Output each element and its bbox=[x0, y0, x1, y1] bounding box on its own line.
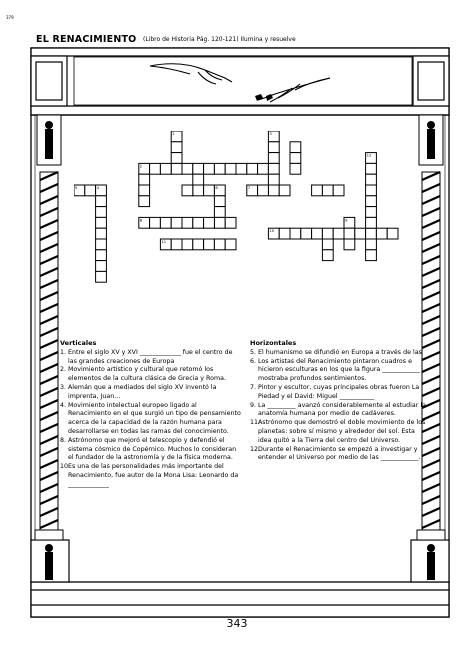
crossword-cell[interactable] bbox=[258, 163, 269, 174]
crossword-cell[interactable] bbox=[290, 153, 301, 164]
crossword-cell[interactable] bbox=[322, 185, 333, 196]
clue-text: El humanismo se difundió en Europa a través de las bbox=[258, 348, 422, 356]
crossword-cell[interactable] bbox=[193, 185, 204, 196]
crossword-cell[interactable] bbox=[322, 239, 333, 250]
page-subtitle: (Libro de Historia Pág. 120-121) Ilumina y resuelve bbox=[143, 36, 296, 43]
page-number: 343 bbox=[226, 617, 248, 630]
crossword-cell[interactable] bbox=[150, 163, 161, 174]
clue-number: 9. bbox=[250, 401, 257, 409]
crossword-cell[interactable] bbox=[214, 239, 225, 250]
crossword-cell[interactable] bbox=[160, 163, 171, 174]
clue-item bbox=[250, 358, 430, 384]
crossword-cell[interactable] bbox=[214, 207, 225, 218]
clue-item bbox=[250, 349, 430, 358]
cell-number: 12 bbox=[366, 152, 372, 158]
clue-number: 7. bbox=[250, 383, 257, 391]
crossword-cell[interactable] bbox=[290, 163, 301, 174]
cell-number: 5 bbox=[75, 185, 78, 190]
crossword-cell[interactable] bbox=[366, 174, 377, 185]
cell-number: 6 bbox=[215, 185, 218, 190]
crossword-cell[interactable] bbox=[204, 185, 215, 196]
crossword-cell[interactable] bbox=[344, 228, 355, 239]
crossword-cell[interactable] bbox=[268, 163, 279, 174]
crossword-cell[interactable] bbox=[258, 185, 269, 196]
crossword-cell[interactable] bbox=[182, 239, 193, 250]
clue-item bbox=[60, 402, 241, 437]
clue-text: Alemán que a mediados del siglo XV inventó la imprenta, Juan... bbox=[68, 383, 217, 400]
crossword-cell[interactable] bbox=[160, 217, 171, 228]
crossword-cell[interactable] bbox=[96, 217, 107, 228]
clue-text: Astrónomo que demostró el doble movimiento de los planetas: sobre sí mismo y alrededor del sol. Esta idea quitó a la Tierra del centro del Universo. bbox=[258, 419, 426, 444]
cell-number: 1 bbox=[172, 131, 175, 136]
crossword-cell[interactable] bbox=[182, 163, 193, 174]
page-title: EL RENACIMIENTO bbox=[36, 34, 137, 45]
crossword-cell[interactable] bbox=[312, 185, 323, 196]
crossword-cell[interactable] bbox=[204, 239, 215, 250]
crossword-cell[interactable] bbox=[85, 185, 96, 196]
clue-item bbox=[60, 463, 241, 489]
clue-item bbox=[250, 446, 430, 464]
clue-text: Durante el Renacimiento se empezó a investigar y entender el Universo por medio de las ____________. bbox=[258, 445, 421, 462]
crossword-cell[interactable] bbox=[268, 153, 279, 164]
crossword-cell[interactable] bbox=[366, 207, 377, 218]
crossword-cell[interactable] bbox=[171, 142, 182, 153]
crossword-cell[interactable] bbox=[182, 217, 193, 228]
crossword-cell[interactable] bbox=[376, 228, 387, 239]
clue-item bbox=[60, 384, 241, 402]
crossword-cell[interactable] bbox=[355, 228, 366, 239]
clue-text: Pintor y escultor, cuyas principales obras fueron La Piedad y el David: Miguel ___________ bbox=[258, 383, 420, 400]
cell-number: 8 bbox=[139, 217, 143, 223]
crossword-cell[interactable] bbox=[312, 228, 323, 239]
clue-text: Astrónomo que mejoró el telescopio y defendió el sistema cósmico de Copérnico. Muchos lo consideran el fundador de la astronomía y de la física moderna. bbox=[68, 436, 237, 462]
horizontales-section bbox=[250, 339, 430, 463]
crossword-cell[interactable] bbox=[333, 228, 344, 239]
crossword-cell[interactable] bbox=[139, 196, 150, 207]
crossword-cell[interactable] bbox=[366, 239, 377, 250]
crossword-cell[interactable] bbox=[204, 163, 215, 174]
crossword-cell[interactable] bbox=[139, 185, 150, 196]
clue-text: Movimiento artístico y cultural que retomó los elementos de la cultura clásica de Grecia y Roma. bbox=[68, 366, 226, 383]
clue-item bbox=[60, 437, 241, 463]
crossword-cell[interactable] bbox=[214, 217, 225, 228]
crossword-cell[interactable] bbox=[366, 250, 377, 261]
clue-number: 6. bbox=[250, 357, 257, 365]
crossword-cell[interactable] bbox=[290, 228, 301, 239]
crossword-cell[interactable] bbox=[96, 207, 107, 218]
crossword-cell[interactable] bbox=[366, 185, 377, 196]
crossword-cell[interactable] bbox=[96, 239, 107, 250]
crossword-cell[interactable] bbox=[279, 185, 290, 196]
crossword-cell[interactable] bbox=[225, 163, 236, 174]
clue-text: Movimiento intelectual europeo ligado al Renacimiento en el que surgió un tipo de pensamiento acerca de la capacidad de la razón humana para desarrollarse en todas las ramas del conocimiento. bbox=[68, 401, 241, 435]
cell-number: 3 bbox=[269, 131, 272, 136]
crossword-cell[interactable] bbox=[322, 228, 333, 239]
clue-item bbox=[60, 349, 241, 367]
crossword-cell[interactable] bbox=[96, 261, 107, 272]
crossword-cell[interactable] bbox=[344, 239, 355, 250]
crossword-cell[interactable] bbox=[171, 239, 182, 250]
clue-number: 5. bbox=[250, 348, 257, 356]
crossword-cell[interactable] bbox=[333, 185, 344, 196]
crossword-cell[interactable] bbox=[193, 174, 204, 185]
crossword-cell[interactable] bbox=[182, 185, 193, 196]
clue-item bbox=[250, 419, 430, 445]
crossword-grid bbox=[74, 131, 414, 341]
crossword-cell[interactable] bbox=[236, 163, 247, 174]
clue-text: Los artistas del Renacimiento pintaron cuadros e hicieron esculturas en los que la figura ____________ mostraba profundos sentimientos. bbox=[258, 357, 421, 383]
crossword-cell[interactable] bbox=[96, 228, 107, 239]
clue-number: 10. bbox=[60, 463, 71, 471]
crossword-cell[interactable] bbox=[387, 228, 398, 239]
crossword-cell[interactable] bbox=[193, 239, 204, 250]
clue-number: 11. bbox=[250, 419, 261, 427]
crossword-cell[interactable] bbox=[96, 250, 107, 261]
crossword-cell[interactable] bbox=[268, 142, 279, 153]
crossword-cell[interactable] bbox=[139, 174, 150, 185]
crossword-cell[interactable] bbox=[322, 250, 333, 261]
crossword-cell[interactable] bbox=[225, 217, 236, 228]
crossword-cell[interactable] bbox=[171, 163, 182, 174]
crossword-cell[interactable] bbox=[171, 153, 182, 164]
crossword-cell[interactable] bbox=[247, 163, 258, 174]
crossword-cell[interactable] bbox=[193, 163, 204, 174]
horizontales-heading: Horizontales bbox=[250, 339, 297, 347]
crossword-cell[interactable] bbox=[366, 196, 377, 207]
crossword-cell[interactable] bbox=[268, 185, 279, 196]
crossword-cell[interactable] bbox=[225, 239, 236, 250]
clue-text: La _________ avanzó considerablemente al estudiar la anatomía humana por medio de cadáveres. bbox=[258, 401, 426, 418]
page-mark: 379 bbox=[6, 15, 14, 20]
crossword-cell[interactable] bbox=[301, 228, 312, 239]
clue-number: 4. bbox=[60, 401, 67, 409]
crossword-cell[interactable] bbox=[290, 142, 301, 153]
clue-number: 1. bbox=[60, 348, 67, 356]
crossword-cell[interactable] bbox=[279, 228, 290, 239]
crossword-cell[interactable] bbox=[171, 217, 182, 228]
crossword-cell[interactable] bbox=[214, 196, 225, 207]
clue-number: 2. bbox=[60, 366, 67, 374]
crossword-cell[interactable] bbox=[96, 271, 107, 282]
crossword-cell[interactable] bbox=[193, 217, 204, 228]
clue-item bbox=[250, 402, 430, 420]
crossword-cell[interactable] bbox=[366, 163, 377, 174]
cell-number: 7 bbox=[247, 185, 251, 190]
crossword-cell[interactable] bbox=[268, 174, 279, 185]
crossword-cell[interactable] bbox=[150, 217, 161, 228]
clue-item bbox=[60, 366, 241, 384]
clue-number: 3. bbox=[60, 383, 67, 391]
cell-number: 9 bbox=[345, 217, 348, 223]
clue-text: Entre el siglo XV y XVI _____________ fue el centro de las grandes creaciones de Europa bbox=[68, 348, 233, 365]
clue-item bbox=[250, 384, 430, 402]
clue-number: 12. bbox=[250, 445, 261, 453]
cell-number: 10 bbox=[269, 228, 275, 234]
crossword-cell[interactable] bbox=[96, 196, 107, 207]
crossword-cell[interactable] bbox=[214, 163, 225, 174]
clue-number: 8. bbox=[60, 436, 67, 444]
crossword-cell[interactable] bbox=[366, 217, 377, 228]
verticales-heading: Verticales bbox=[60, 339, 97, 347]
cell-number: 2 bbox=[139, 163, 143, 169]
clue-text: Es una de las personalidades más importante del Renacimiento, fue autor de la Mona Lisa: Leonardo da _____________ bbox=[68, 463, 239, 488]
cell-number: 4 bbox=[96, 185, 100, 190]
crossword-cell[interactable] bbox=[366, 228, 377, 239]
crossword-cell[interactable] bbox=[204, 217, 215, 228]
verticales-section bbox=[60, 339, 241, 490]
cell-number: 11 bbox=[161, 239, 167, 244]
